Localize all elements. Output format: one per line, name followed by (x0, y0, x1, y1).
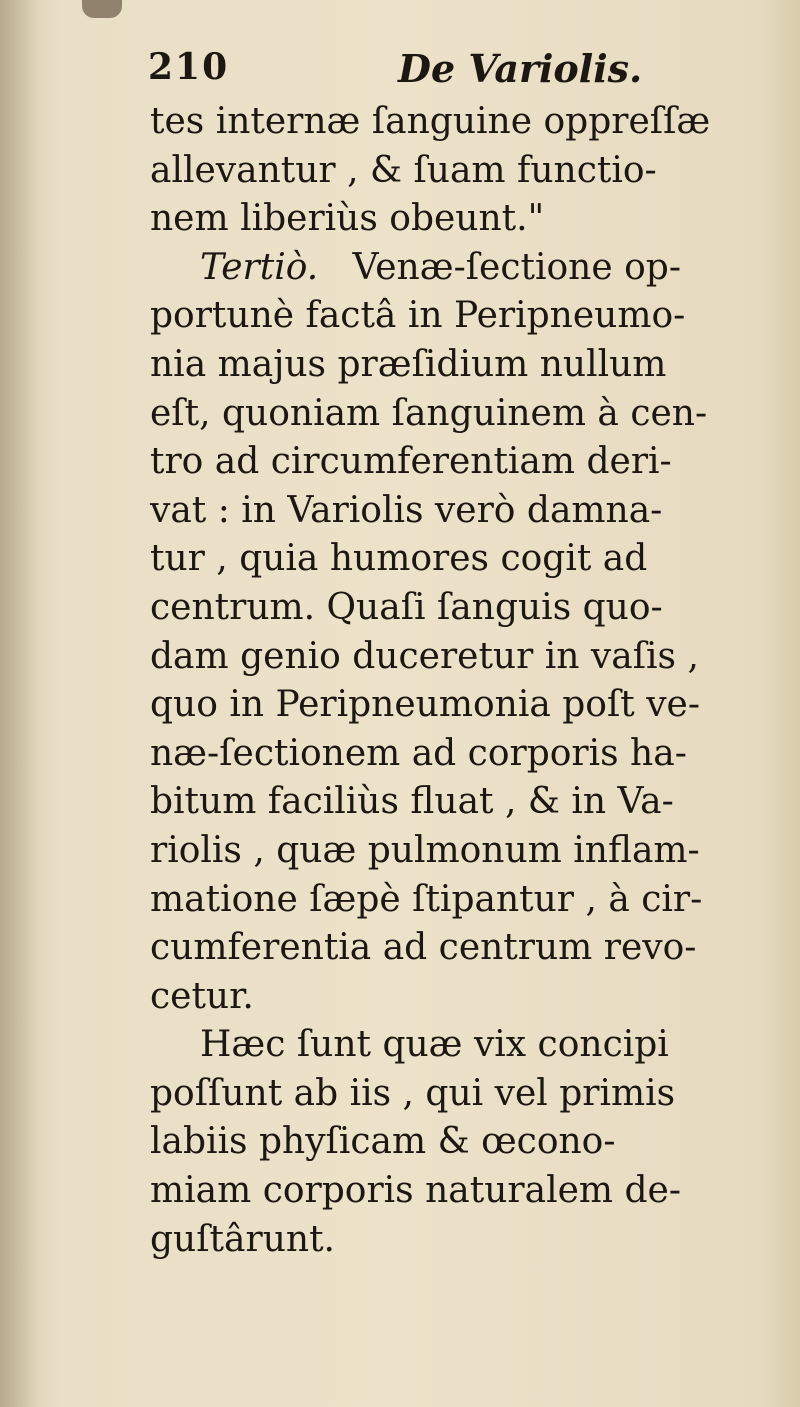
text-line: næ-ſectionem ad corporis ha- (150, 732, 687, 774)
text-line: matione ſæpè ſtipantur , à cir- (150, 878, 703, 920)
text-line: vat : in Variolis verò damna- (150, 489, 663, 531)
text-line: cumferentia ad centrum revo- (150, 927, 697, 969)
text-line: poſſunt ab iis , qui vel primis (150, 1072, 676, 1114)
text-line: quo in Peripneumonia poſt ve- (150, 684, 701, 726)
text-line: riolis , quæ pulmonum inflam- (150, 829, 700, 871)
page-header (148, 46, 748, 96)
text-line: guſtârunt. (150, 1218, 335, 1260)
text-line: miam corporis naturalem de- (150, 1170, 681, 1212)
text-line: tes internæ ſanguine oppreſſæ (150, 101, 711, 142)
text-line: allevantur , & ſuam functio- (150, 149, 657, 191)
text-line: portunè factâ in Peripneumo- (150, 295, 686, 337)
text-line: nia majus præſidium nullum (150, 343, 667, 385)
body-text (150, 98, 786, 1264)
text-line: nem liberiùs obeunt." (150, 198, 545, 240)
text-line: dam genio duceretur in vaſis , (150, 635, 699, 677)
text-line: eſt, quoniam ſanguinem à cen- (150, 392, 708, 434)
running-title: De Variolis. (398, 46, 643, 91)
spine-shadow (0, 0, 40, 1407)
text-line: labiis phyſicam & œcono- (150, 1121, 616, 1163)
corner-mark (82, 0, 122, 18)
text-line: tur , quia humores cogit ad (150, 538, 648, 580)
text-line: tro ad circumferentiam deri- (150, 441, 672, 483)
tertio-rest: Venæ-ſectione op- (352, 246, 681, 288)
text-line-tertio (150, 244, 786, 293)
text-line: bitum faciliùs fluat , & in Va- (150, 781, 674, 823)
text-line: centrum. Quaſi ſanguis quo- (150, 586, 663, 628)
text-line: Hæc ſunt quæ vix concipi (200, 1024, 669, 1066)
text-line: cetur. (150, 975, 254, 1017)
page-number: 210 (148, 46, 230, 88)
tertio-label: Tertiò. (200, 246, 319, 288)
